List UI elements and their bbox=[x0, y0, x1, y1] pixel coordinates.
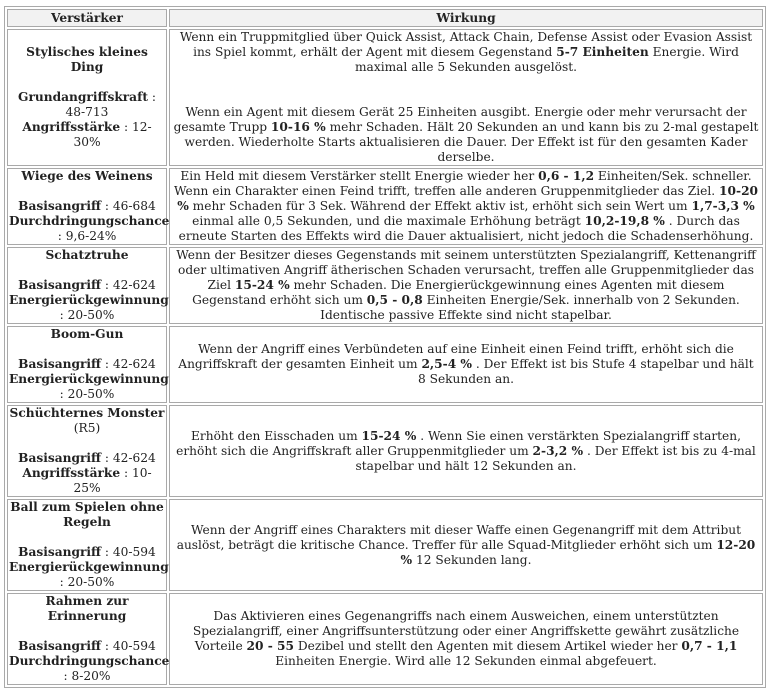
stat-value: 42-624 bbox=[112, 357, 156, 371]
stat-line: Angriffsstärke : 12-30% bbox=[22, 120, 152, 149]
value-highlight: 1,7-3,3 % bbox=[691, 199, 755, 213]
stat-line: Energierückgewinnung : 20-50% bbox=[9, 372, 169, 401]
value-highlight: 5-7 Einheiten bbox=[556, 45, 649, 59]
stat-label: Energierückgewinnung bbox=[9, 293, 169, 307]
item-cell bbox=[7, 499, 167, 591]
stat-value: 42-624 bbox=[112, 451, 156, 465]
value-highlight: 0,5 - 0,8 bbox=[366, 293, 423, 307]
stat-value: 42-624 bbox=[112, 278, 156, 292]
header-amplifier: Verstärker bbox=[7, 9, 167, 27]
header-row bbox=[7, 9, 763, 27]
item-name: Schüchternes Monster bbox=[9, 406, 165, 420]
stat-value: 20-50% bbox=[67, 387, 115, 401]
effect-cell: Erhöht den Eisschaden um 15-24 % . Wenn Sie einen verstärkten Spezialangriff starten, erhöht sich die Angriffskraft aller Gruppenmitglieder um 2-3,2 % . Der Effekt ist bis zu 4-mal stapelbar und hält 12 Sekunden an. bbox=[169, 405, 763, 497]
amplifier-table bbox=[4, 6, 766, 688]
item-cell bbox=[7, 168, 170, 245]
stat-value: 8-20% bbox=[71, 669, 111, 683]
stat-line: Energierückgewinnung : 20-50% bbox=[9, 560, 169, 589]
item-cell bbox=[7, 593, 170, 685]
stat-value: 12-30% bbox=[73, 120, 152, 149]
stat-label: Basisangriff bbox=[18, 199, 102, 213]
header-effect: Wirkung bbox=[169, 9, 763, 27]
item-name: Ball zum Spielen ohne Regeln bbox=[10, 500, 164, 529]
stat-value: 48-713 bbox=[65, 105, 109, 119]
stat-line: Durchdringungschance : 8-20% bbox=[9, 654, 170, 683]
item-name: Wiege des Weinens bbox=[21, 169, 153, 183]
stat-label: Basisangriff bbox=[18, 545, 102, 559]
page bbox=[4, 6, 766, 688]
value-highlight: 2-3,2 % bbox=[532, 443, 584, 458]
value-highlight: 2,5-4 % bbox=[421, 357, 473, 371]
stat-line: Basisangriff : 40-594 bbox=[18, 545, 156, 559]
stat-value: 40-594 bbox=[112, 639, 156, 653]
stat-line: Durchdringungschance : 9,6-24% bbox=[9, 214, 170, 243]
effect-cell: Das Aktivieren eines Gegenangriffs nach einem Ausweichen, einem unterstützten Spezialangriff, einer Angriffsunterstützung oder einer Angriffskette gewährt zusätzliche Vorteile 20 - 55 Dezibel und stellt den Agenten mit diesem Artikel wieder her 0,7 - 1,1 Einheiten Energie. Wird alle 12 Sekunden einmal abgefeuert. bbox=[169, 593, 763, 685]
stat-line: Basisangriff : 42-624 bbox=[18, 278, 156, 292]
value-highlight: 10-20 % bbox=[177, 184, 759, 213]
item-name: Boom-Gun bbox=[50, 327, 124, 341]
value-highlight: 20 - 55 bbox=[246, 639, 294, 653]
stat-label: Basisangriff bbox=[18, 357, 102, 371]
stat-label: Basisangriff bbox=[18, 451, 102, 465]
stat-line: Angriffsstärke : 10-25% bbox=[22, 466, 152, 495]
item-name: Stylisches kleines Ding bbox=[26, 45, 148, 74]
effect-cell bbox=[169, 29, 763, 166]
value-highlight: 15-24 % bbox=[361, 428, 417, 443]
stat-line: Basisangriff : 42-624 bbox=[18, 451, 156, 465]
effect-cell: Wenn der Besitzer dieses Gegenstands mit seinem unterstützten Spezialangriff, Kettenangriff oder ultimativen Angriff ätherischen Schaden verursacht, treffen alle Gruppenmitglieder das Ziel 15-24 % mehr Schaden. Die Energierückgewinnung eines Agenten mit diesem Gegenstand erhöht sich um 0,5 - 0,8 Einheiten Energie/Sek. innerhalb von 2 Sekunden. Identische passive Effekte sind nicht stapelbar. bbox=[169, 247, 763, 324]
value-highlight: 10,2-19,8 % bbox=[584, 214, 665, 228]
table-row bbox=[7, 499, 763, 591]
stat-line: Energierückgewinnung : 20-50% bbox=[9, 293, 169, 322]
effect-cell: Ein Held mit diesem Verstärker stellt Energie wieder her 0,6 - 1,2 Einheiten/Sek. schneller. Wenn ein Charakter einen Feind trifft, treffen alle anderen Gruppenmitglieder das Ziel. 10-20 % mehr Schaden für 3 Sek. Während der Effekt aktiv ist, erhöht sich sein Wert um 1,7-3,3 % einmal alle 0,5 Sekunden, und die maximale Erhöhung beträgt 10,2-19,8 % . Durch das erneute Starten des Effekts wird die Dauer aktualisiert, nicht jedoch die Schadenserhöhung. bbox=[169, 168, 763, 245]
value-highlight: 0,7 - 1,1 bbox=[681, 639, 738, 653]
value-highlight: 12-20 % bbox=[400, 537, 756, 567]
effect-paragraph: Wenn ein Truppmitglied über Quick Assist, Attack Chain, Defense Assist oder Evasion Assist ins Spiel kommt, erhält der Agent mit diesem Gegenstand 5-7 Einheiten Energie. Wird maximal alle 5 Sekunden ausgelöst. bbox=[179, 30, 753, 74]
effect-cell: Wenn der Angriff eines Charakters mit dieser Waffe einen Gegenangriff mit dem Attribut auslöst, beträgt die kritische Chance. Treffer für alle Squad-Mitglieder erhöht sich um 12-20 % 12 Sekunden lang. bbox=[169, 499, 763, 591]
stat-label: Basisangriff bbox=[18, 639, 102, 653]
item-cell bbox=[7, 29, 167, 166]
item-name: Schatztruhe bbox=[45, 248, 129, 262]
stat-label: Durchdringungschance bbox=[9, 654, 170, 668]
table-row bbox=[7, 593, 763, 685]
table-row bbox=[7, 247, 763, 324]
stat-line: Grundangriffskraft : 48-713 bbox=[18, 90, 156, 119]
value-highlight: 15-24 % bbox=[234, 278, 290, 292]
stat-label: Grundangriffskraft bbox=[18, 90, 148, 104]
table-row bbox=[7, 168, 763, 245]
item-cell bbox=[7, 247, 167, 324]
value-highlight: 10-16 % bbox=[270, 120, 326, 134]
stat-line: Basisangriff : 46-684 bbox=[18, 199, 156, 213]
item-cell bbox=[7, 326, 167, 403]
effect-paragraph: Wenn ein Agent mit diesem Gerät 25 Einheiten ausgibt. Energie oder mehr verursacht der gesamte Trupp 10-16 % mehr Schaden. Hält 20 Sekunden an und kann bis zu 2-mal gestapelt werden. Wiederholte Starts aktualisieren die Dauer. Der Effekt ist für den gesamten Kader derselbe. bbox=[173, 105, 759, 164]
stat-label: Energierückgewinnung bbox=[9, 560, 169, 574]
item-note: (R5) bbox=[73, 421, 101, 435]
stat-label: Angriffsstärke bbox=[22, 466, 121, 480]
stat-label: Durchdringungschance bbox=[9, 214, 170, 228]
effect-cell: Wenn der Angriff eines Verbündeten auf eine Einheit einen Feind trifft, erhöht sich die Angriffskraft der gesamten Einheit um 2,5-4 % . Der Effekt ist bis Stufe 4 stapelbar und hält 8 Sekunden an. bbox=[169, 326, 763, 403]
stat-label: Basisangriff bbox=[18, 278, 102, 292]
item-cell bbox=[7, 405, 167, 497]
stat-line: Basisangriff : 42-624 bbox=[18, 357, 156, 371]
stat-value: 46-684 bbox=[112, 199, 156, 213]
stat-value: 40-594 bbox=[112, 545, 156, 559]
stat-line: Basisangriff : 40-594 bbox=[18, 639, 156, 653]
stat-value: 20-50% bbox=[67, 308, 115, 322]
value-highlight: 0,6 - 1,2 bbox=[538, 169, 595, 183]
stat-label: Angriffsstärke bbox=[22, 120, 121, 134]
stat-value: 9,6-24% bbox=[65, 229, 117, 243]
table-row bbox=[7, 326, 763, 403]
table-row bbox=[7, 405, 763, 497]
stat-label: Energierückgewinnung bbox=[9, 372, 169, 386]
item-name: Rahmen zur Erinnerung bbox=[45, 594, 129, 623]
table-row bbox=[7, 29, 763, 166]
stat-value: 20-50% bbox=[67, 575, 115, 589]
stat-value: 10-25% bbox=[73, 466, 152, 495]
